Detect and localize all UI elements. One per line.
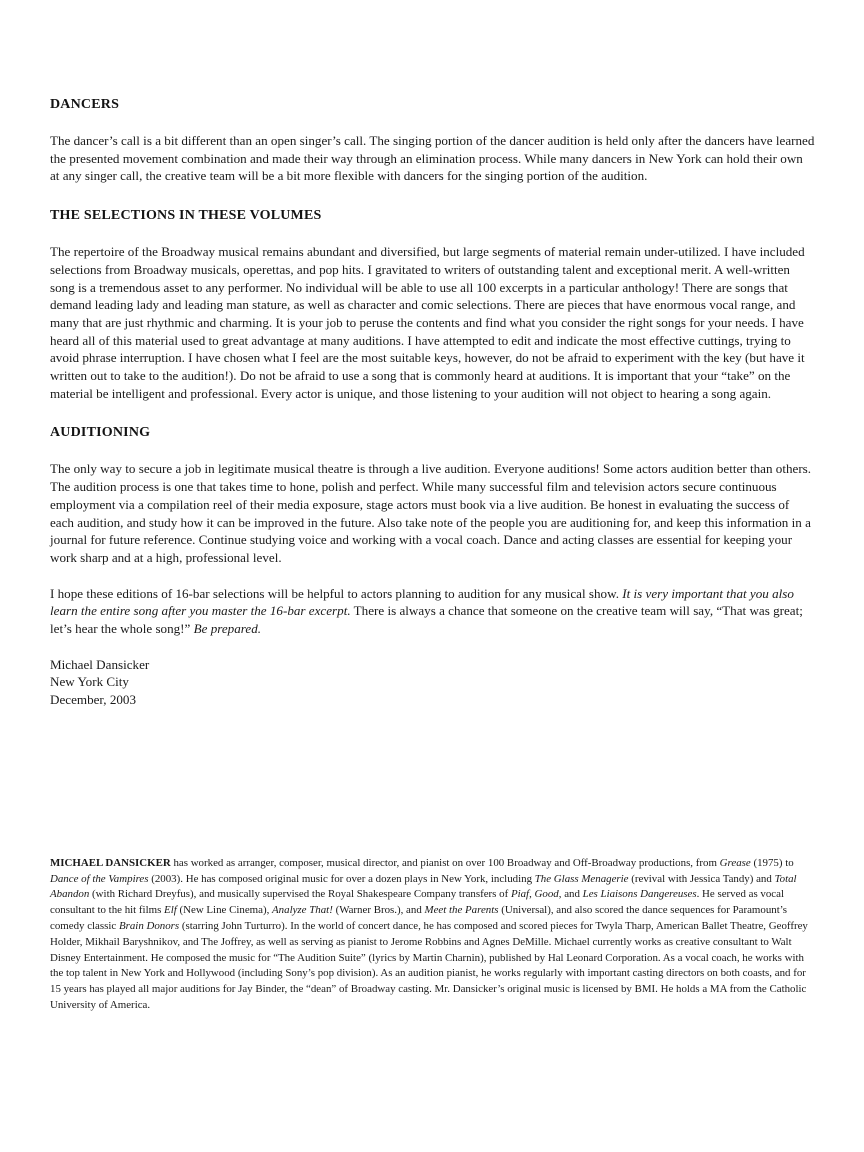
dancers-paragraph: The dancer’s call is a bit different than an open singer’s call. The singing portion of the dancer audition is held only after the dancers have learned the presented movement combination and made their way through an elimination process. While many dancers in New York can hold their own at any singer call, the creative team will be a bit more flexible with dancers for the singing portion of the audition.	[50, 133, 815, 184]
signature-name: Michael Dansicker	[50, 656, 150, 672]
section-selections	[50, 208, 815, 402]
signature-block	[50, 656, 815, 709]
signature-city: New York City	[50, 674, 129, 690]
section-heading-auditioning: AUDITIONING	[50, 425, 151, 441]
auditioning-paragraph-1: The only way to secure a job in legitimate musical theatre is through a live audition. Everyone auditions! Some actors audition better than others. The audition process is one that takes time to hone, polish and perfect. While many successful film and television actors secure continuous employment via a compilation reel of their media exposure, stage actors must book via a live audition. Be honest in evaluating the success of each audition, and study how it can be improved in the future. Also take note of the people you are auditioning for, and keep this information in a journal for future reference. Continue studying voice and working with a vocal coach. Dance and acting classes are essential for keeping your work sharp and at a high, professional level.	[50, 461, 812, 565]
signature-date: December, 2003	[50, 692, 137, 708]
section-auditioning	[50, 425, 815, 637]
section-heading-dancers: DANCERS	[50, 97, 120, 112]
section-heading-selections: THE SELECTIONS IN THESE VOLUMES	[50, 208, 322, 224]
auditioning-paragraph-2: I hope these editions of 16-bar selections will be helpful to actors planning to audition for any musical show. It is very important that you also learn the entire song after you master the 16-bar excerpt. There is always a chance that someone on the creative team will say, “That was great; let’s hear the whole song!” Be prepared.	[50, 585, 803, 637]
author-bio: MICHAEL DANSICKER has worked as arranger, composer, musical director, and pianist on over 100 Broadway and Off-Broadway productions, from Grease (1975) to Dance of the Vampires (2003). He has composed original music for over a dozen plays in New York, including The Glass Menagerie (revival with Jessica Tandy) and Total Abandon (with Richard Dreyfus), and musically supervised the Royal Shakespeare Company transfers of Piaf, Good, and Les Liaisons Dangereuses. He served as vocal consultant to the hit films Elf (New Line Cinema), Analyze That! (Warner Bros.), and Meet the Parents (Universal), and also scored the dance sequences for Paramount’s comedy classic Brain Donors (starring John Turturro). In the world of concert dance, he has composed and scored pieces for Twyla Tharp, American Ballet Theatre, Geoffrey Holder, Mikhail Baryshnikov, and The Joffrey, as well as serving as pianist to Jerome Robbins and Agnes DeMille. Michael currently works as creative consultant to Walt Disney Entertainment. He composed the music for “The Audition Suite” (lyrics by Martin Charnin), published by Hal Leonard Corporation. As a vocal coach, he works with the top talent in New York and Hollywood (including Sony’s pop division). As an audition pianist, he works regularly with important casting directors on both coasts, and for 15 years has played all major auditions for Jay Binder, the “dean” of Broadway casting. Mr. Dansicker’s original music is licensed by BMI. He holds a MA from the Catholic University of America.	[50, 856, 808, 1012]
selections-paragraph: The repertoire of the Broadway musical remains abundant and diversified, but large segments of material remain under-utilized. I have included selections from Broadway musicals, operettas, and pop hits. I gravitated to writers of outstanding talent and exceptional merit. A well-written song is a tremendous asset to any performer. No individual will be able to use all 100 excerpts in a particular anthology! There are songs that demand leading lady and leading man stature, as well as character and comic selections. There are pieces that have enormous vocal range, and many that are just rhythmic and charming. It is your job to peruse the contents and find what you consider the right songs for your needs. I have heard all of this material used to great advantage at many auditions. I have attempted to edit and indicate the most effective cuttings, trying to avoid phrase interruption. I have chosen what I feel are the most suitable keys, however, do not be afraid to experiment with the key (but have it written out to take to the audition!). Do not be afraid to use a song that is commonly heard at auditions. It is important that your “take” on the material be intelligent and professional. Every actor is unique, and those listening to your audition will not object to hearing a song again.	[50, 244, 805, 401]
section-dancers	[50, 97, 815, 185]
